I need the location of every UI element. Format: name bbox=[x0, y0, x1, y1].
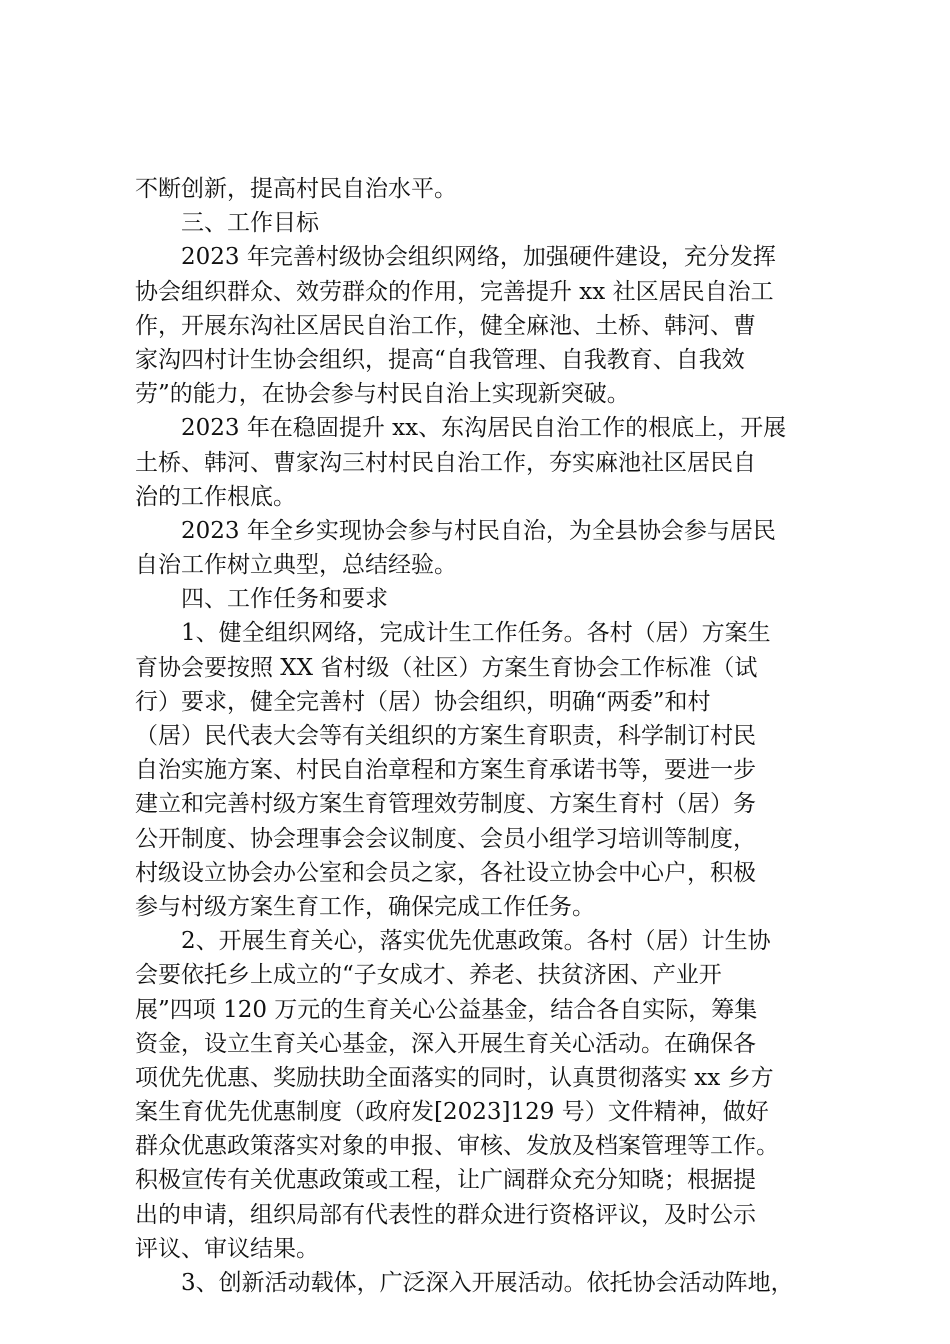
text-line: 1、健全组织网络，完成计生工作任务。各村（居）方案生 bbox=[181, 620, 771, 647]
text-line: 公开制度、协会理事会会议制度、会员小组学习培训等制度， bbox=[135, 825, 756, 852]
text-line: 2023 年完善村级协会组织网络，加强硬件建设，充分发挥 bbox=[181, 244, 776, 271]
text-line: 建立和完善村级方案生育管理效劳制度、方案生育村（居）务 bbox=[135, 791, 756, 818]
text-line: 自治工作树立典型，总结经验。 bbox=[135, 552, 457, 579]
text-line: 案生育优先优惠制度（政府发[2023]129 号）文件精神，做好 bbox=[135, 1099, 769, 1126]
text-line: 协会组织群众、效劳群众的作用，完善提升 xx 社区居民自治工 bbox=[135, 278, 774, 305]
text-line: （居）民代表大会等有关组织的方案生育职责，科学制订村民 bbox=[135, 723, 756, 749]
text-line: 治的工作根底。 bbox=[135, 483, 296, 510]
text-line: 劳”的能力，在协会参与村民自治上实现新突破。 bbox=[135, 381, 630, 408]
text-line: 三、工作目标 bbox=[181, 210, 319, 237]
text-line: 群众优惠政策落实对象的申报、审核、发放及档案管理等工作。 bbox=[135, 1133, 779, 1160]
text-line: 资金，设立生育关心基金，深入开展生育关心活动。在确保各 bbox=[135, 1030, 756, 1057]
text-line: 展”四项 120 万元的生育关心公益基金，结合各自实际，筹集 bbox=[135, 996, 758, 1023]
text-line: 育协会要按照 XX 省村级（社区）方案生育协会工作标准（试 bbox=[135, 654, 758, 681]
text-line: 作，开展东沟社区居民自治工作，健全麻池、土桥、韩河、曹 bbox=[135, 312, 756, 339]
text-line: 行）要求，健全完善村（居）协会组织，明确“两委”和村 bbox=[135, 688, 711, 715]
text-line: 2、开展生育关心，落实优先优惠政策。各村（居）计生协 bbox=[181, 928, 771, 955]
text-line: 自治实施方案、村民自治章程和方案生育承诺书等，要进一步 bbox=[135, 757, 756, 784]
text-line: 村级设立协会办公室和会员之家，各社设立协会中心户，积极 bbox=[135, 859, 756, 886]
text-line: 积极宣传有关优惠政策或工程，让广阔群众充分知晓；根据提 bbox=[135, 1167, 756, 1194]
text-line: 家沟四村计生协会组织，提高“自我管理、自我教育、自我效 bbox=[135, 346, 745, 373]
text-line: 2023 年全乡实现协会参与村民自治，为全县协会参与居民 bbox=[181, 517, 776, 544]
document-body bbox=[135, 172, 835, 1300]
text-line: 四、工作任务和要求 bbox=[181, 586, 388, 613]
text-line: 土桥、韩河、曹家沟三村村民自治工作，夯实麻池社区居民自 bbox=[135, 449, 756, 476]
text-line: 2023 年在稳固提升 xx、东沟居民自治工作的根底上，开展 bbox=[181, 415, 787, 442]
text-line: 参与村级方案生育工作，确保完成工作任务。 bbox=[135, 893, 595, 920]
text-line: 不断创新，提高村民自治水平。 bbox=[135, 176, 457, 202]
text-line: 会要依托乡上成立的“子女成才、养老、扶贫济困、产业开 bbox=[135, 962, 722, 989]
text-line: 3、创新活动载体，广泛深入开展活动。依托协会活动阵地， bbox=[181, 1270, 794, 1296]
text-line: 项优先优惠、奖励扶助全面落实的同时，认真贯彻落实 xx 乡方 bbox=[135, 1064, 774, 1091]
text-line: 评议、审议结果。 bbox=[135, 1235, 319, 1262]
text-line: 出的申请，组织局部有代表性的群众进行资格评议，及时公示 bbox=[135, 1201, 756, 1228]
